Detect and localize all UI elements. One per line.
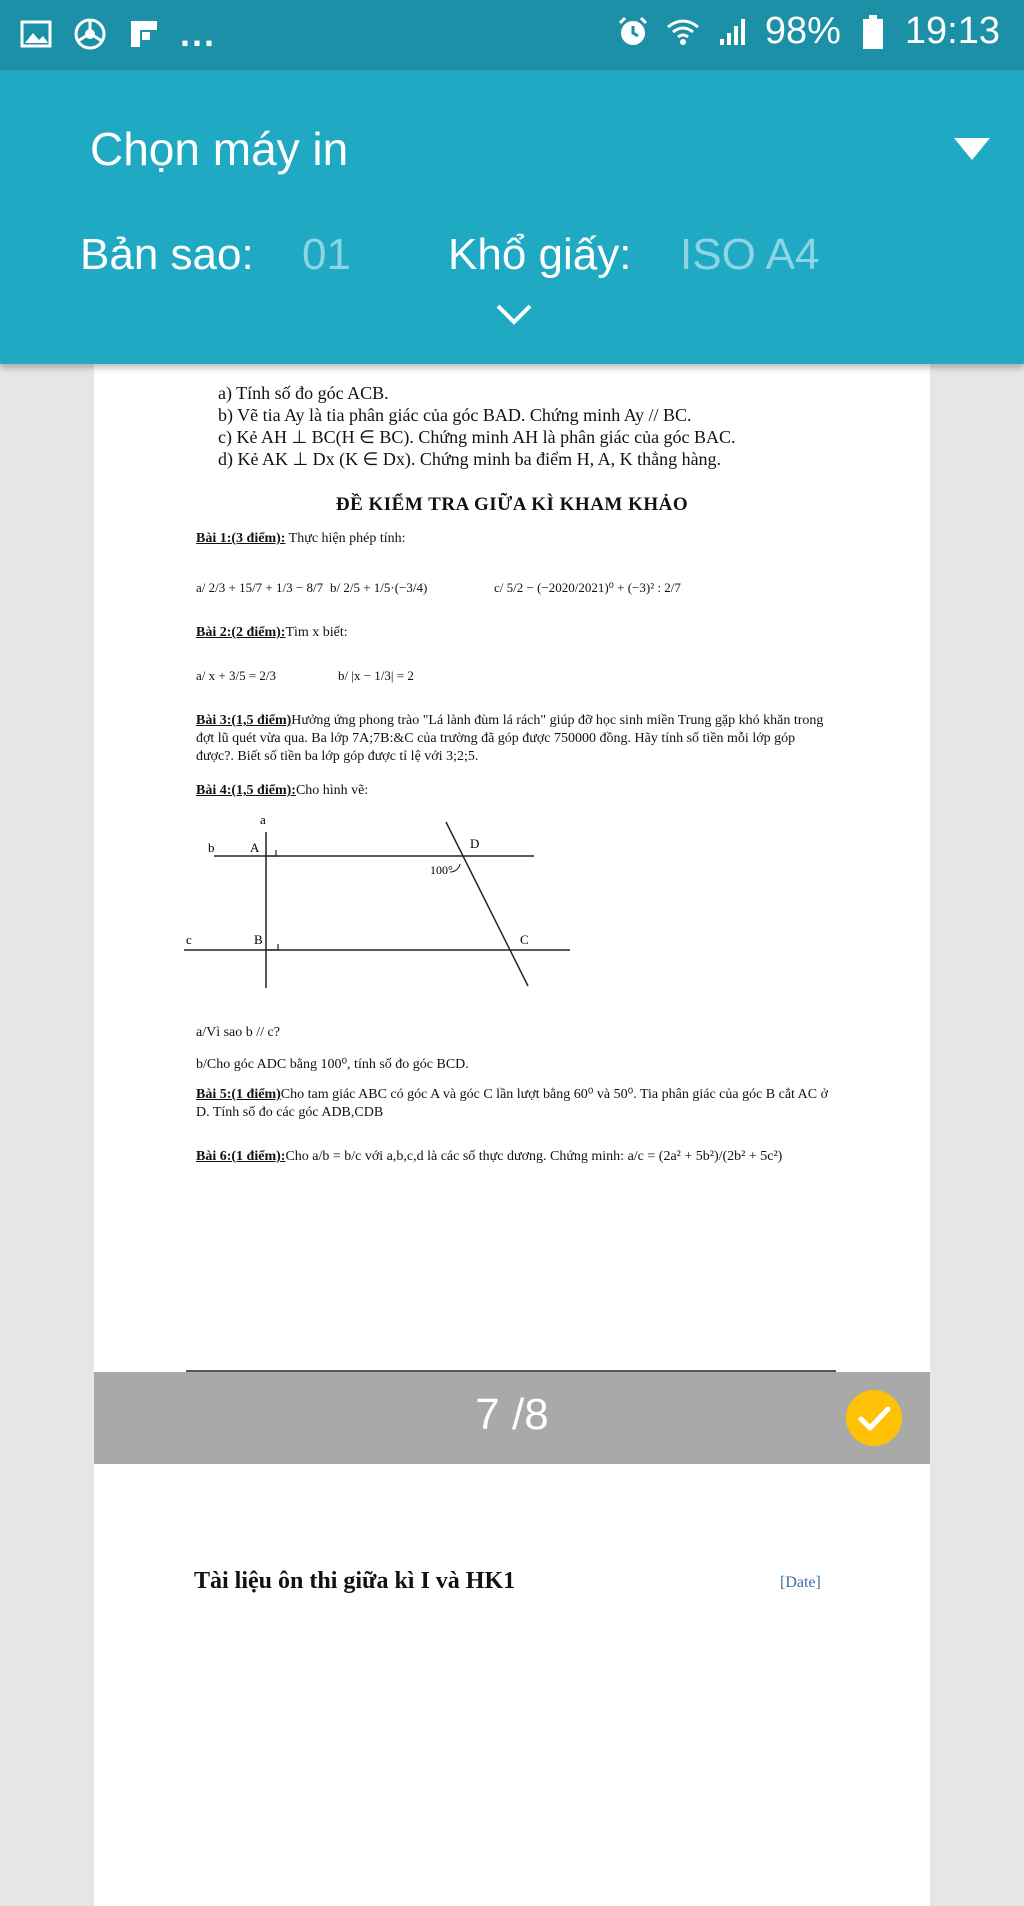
geometry-figure [184, 804, 584, 1004]
bai-2-expr-b: b/ |x − 1/3| = 2 [338, 668, 414, 683]
wifi-icon [665, 14, 701, 50]
page-indicator: 7 /8 [475, 1390, 549, 1439]
bai-6: Bài 6:(1 điểm):Cho a/b = b/c với a,b,c,d là các số thực dương. Chứng minh: a/c = (2a² + 5b²)/(2b² + 5c²) [196, 1149, 783, 1164]
bai-1-expr-a: a/ 2/3 + 15/7 + 1/3 − 8/7 [196, 580, 324, 595]
page-indicator-bar[interactable] [94, 1372, 930, 1464]
clock: 19:13 [904, 10, 1000, 52]
chrome-icon [72, 16, 108, 52]
label-C: C [520, 932, 529, 947]
list-item: a) Tính số đo góc ACB. [218, 383, 389, 403]
label-c: c [186, 932, 192, 947]
angle-label: 100° [430, 863, 453, 877]
document-header-date: [Date] [780, 1574, 821, 1591]
alarm-icon [615, 14, 651, 50]
question-a: a/Vì sao b // c? [196, 1025, 280, 1040]
bai-2-title: Bài 2:(2 điểm):Tìm x biết: [196, 625, 348, 640]
dropdown-icon[interactable] [952, 136, 992, 162]
document-header-title: Tài liệu ôn thi giữa kì I và HK1 [194, 1568, 516, 1594]
copies-label: Bản sao: [80, 230, 254, 279]
status-bar [0, 0, 1024, 70]
flipboard-icon [126, 16, 162, 52]
bai-5: Bài 5:(1 điểm)Cho tam giác ABC có góc A và góc C lần lượt bằng 60⁰ và 50⁰. Tia phân giác của góc B cắt AC ở D. Tính số đo các góc ADB,CDB [196, 1087, 829, 1120]
list-item: b) Vẽ tia Ay là tia phân giác của góc BAD. Chứng minh Ay // BC. [218, 405, 692, 425]
label-D: D [470, 836, 480, 851]
label-a: a [260, 812, 266, 827]
paper-size-value[interactable]: ISO A4 [680, 230, 820, 279]
more-notifications: ... [180, 13, 217, 54]
list-item: d) Kẻ AK ⊥ Dx (K ∈ Dx). Chứng minh ba điểm H, A, K thẳng hàng. [218, 449, 722, 469]
print-preview[interactable] [0, 364, 1024, 1820]
signal-icon [715, 14, 751, 50]
copies-value[interactable]: 01 [302, 230, 351, 279]
bai-1-title: Bài 1:(3 điểm): Thực hiện phép tính: [196, 531, 406, 546]
list-item: c) Kẻ AH ⊥ BC(H ∈ BC). Chứng minh AH là phân giác của góc BAC. [218, 427, 736, 447]
printer-select[interactable]: Chọn máy in [90, 123, 349, 175]
preview-page-8[interactable] [94, 1506, 930, 1906]
bai-4-title: Bài 4:(1,5 điểm):Cho hình vẽ: [196, 783, 369, 798]
battery-level: 98% [764, 10, 841, 52]
label-B: B [254, 932, 263, 947]
bai-1-expr-b: b/ 2/5 + 1/5·(−3/4) [330, 580, 428, 595]
paper-size-label: Khổ giấy: [448, 230, 632, 279]
print-toolbar [0, 70, 1024, 364]
question-list [218, 382, 736, 470]
bai-1-expr-c: c/ 5/2 − (−2020/2021)⁰ + (−3)² : 2/7 [494, 580, 681, 595]
label-A: A [250, 840, 260, 855]
battery-icon [855, 14, 891, 50]
question-b: b/Cho góc ADC bằng 100⁰, tính số đo góc BCD. [196, 1057, 469, 1072]
bai-2-expr-a: a/ x + 3/5 = 2/3 [196, 668, 277, 683]
exam-heading: ĐỀ KIỂM TRA GIỮA KÌ KHAM KHẢO [335, 494, 689, 515]
check-icon [846, 1390, 902, 1446]
chevron-down-icon[interactable] [494, 302, 534, 328]
gallery-icon [18, 16, 54, 52]
label-b: b [208, 840, 215, 855]
bai-3: Bài 3:(1,5 điểm)Hưởng ứng phong trào "Lá lành đùm lá rách" giúp đỡ học sinh miền Trung gặp khó khăn trong đợt lũ quét vừa qua. Ba lớp 7A;7B:&C của trường đã góp được 750000 đồng. Hãy tính số tiền mỗi lớp góp được?. Biết số tiền ba lớp góp được tỉ lệ với 3;2;5. [196, 713, 824, 764]
page-selected-checkbox[interactable] [846, 1390, 902, 1446]
